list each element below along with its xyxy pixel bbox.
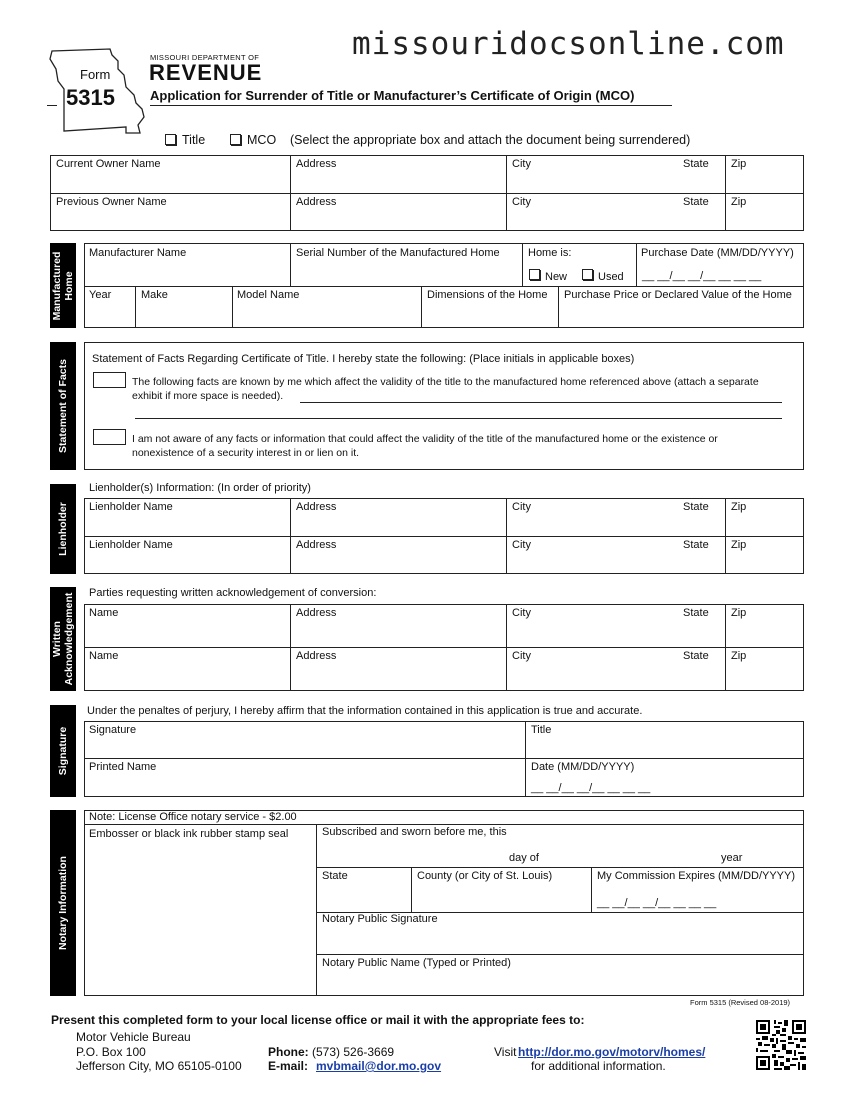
sig-col-divider <box>525 721 526 797</box>
notary-name-label: Notary Public Name (Typed or Printed) <box>322 957 511 969</box>
fact2-initials-box[interactable] <box>93 429 126 445</box>
notary-name-field[interactable] <box>322 975 798 990</box>
notary-row-divider <box>316 954 804 955</box>
statement-of-facts-tab-label: Statement of Facts <box>57 359 69 453</box>
ack1-zip-field[interactable] <box>731 627 799 642</box>
mailing-address-line3: Jefferson City, MO 65105-0100 <box>76 1059 242 1073</box>
lien-col-divider <box>290 498 291 574</box>
lienholder2-state-field[interactable] <box>683 556 721 571</box>
notary-signature-field[interactable] <box>322 932 798 947</box>
lienholder2-state-label: State <box>683 539 709 551</box>
lienholder2-city-field[interactable] <box>512 556 672 571</box>
ack2-zip-label: Zip <box>731 650 747 662</box>
mh-col-divider <box>558 286 559 328</box>
form-word: Form <box>80 67 111 82</box>
lienholder2-zip-label: Zip <box>731 539 747 551</box>
notary-state-field[interactable] <box>322 892 406 907</box>
signature-date-label: Date (MM/DD/YYYY) <box>531 761 635 773</box>
lienholder1-city-label: City <box>512 501 531 513</box>
notary-day-field[interactable] <box>322 850 502 865</box>
manufacturer-name-field[interactable] <box>89 266 285 281</box>
notary-fee-note: Note: License Office notary service - $2.00 <box>89 811 297 823</box>
form-number-dash <box>47 105 57 106</box>
ack-col-divider <box>290 604 291 691</box>
lienholder2-zip-field[interactable] <box>731 556 799 571</box>
purchase-price-field[interactable] <box>564 308 798 323</box>
mco-checkbox-label: MCO <box>247 133 277 147</box>
model-name-field[interactable] <box>237 308 415 323</box>
current-owner-name-field[interactable] <box>56 175 284 190</box>
fact2-text-line2: nonexistence of a security interest in or lien on it. <box>132 447 360 459</box>
ack2-name-label: Name <box>89 650 119 662</box>
lienholder1-zip-label: Zip <box>731 501 747 513</box>
current-owner-zip-label: Zip <box>731 158 747 170</box>
home-is-label: Home is: <box>528 247 572 259</box>
mh-col-divider <box>232 286 233 328</box>
lien-row-divider <box>84 536 804 537</box>
ack2-address-field[interactable] <box>296 670 500 685</box>
printed-name-field[interactable] <box>89 778 519 793</box>
current-owner-city-label: City <box>512 158 531 170</box>
purchase-price-label: Purchase Price or Declared Value of the Home <box>564 289 792 301</box>
phone-label: Phone: <box>268 1045 309 1059</box>
form-title: Application for Surrender of Title or Manufacturer’s Certificate of Origin (MCO) <box>150 88 635 103</box>
written-acknowledgement-tab <box>50 587 76 691</box>
mco-checkbox[interactable] <box>230 134 241 145</box>
notary-information-tab-label: Notary Information <box>57 856 69 950</box>
mh-col-divider <box>522 243 523 286</box>
notary-month-field[interactable] <box>548 850 714 865</box>
commission-expires-label: My Commission Expires (MM/DD/YYYY) <box>597 870 796 882</box>
previous-owner-name-label: Previous Owner Name <box>56 196 167 208</box>
previous-owner-zip-label: Zip <box>731 196 747 208</box>
ack2-zip-field[interactable] <box>731 670 799 685</box>
fact2-text-line1: I am not aware of any facts or information that could affect the validity of the title of the manufactured home or the existence or <box>132 433 718 445</box>
lienholder1-state-field[interactable] <box>683 518 721 533</box>
lienholder1-address-label: Address <box>296 501 337 513</box>
present-instructions: Present this completed form to your local license office or mail it with the appropriate fees to: <box>51 1013 585 1027</box>
owners-col-divider <box>290 155 291 231</box>
lienholder2-address-label: Address <box>296 539 337 551</box>
website-link[interactable]: http://dor.mo.gov/motorv/homes/ <box>518 1045 706 1059</box>
email-label: E-mail: <box>268 1059 309 1073</box>
current-owner-state-label: State <box>683 158 709 170</box>
signature-tab <box>50 705 76 797</box>
previous-owner-zip-field[interactable] <box>731 213 799 228</box>
ack1-state-label: State <box>683 607 709 619</box>
signature-label: Signature <box>89 724 137 736</box>
previous-owner-city-label: City <box>512 196 531 208</box>
current-owner-state-field[interactable] <box>683 175 721 190</box>
additional-info-text: for additional information. <box>531 1059 666 1073</box>
fact1-text-line1: The following facts are known by me which affect the validity of the title to the manufactured home referenced above (attach a separate <box>132 376 759 388</box>
home-new-checkbox[interactable] <box>529 269 540 280</box>
lienholder1-state-label: State <box>683 501 709 513</box>
ack1-name-field[interactable] <box>89 627 285 642</box>
manufactured-home-tab-label: Manufactured Home <box>51 251 75 320</box>
previous-owner-address-field[interactable] <box>296 213 500 228</box>
subscribed-sworn-label: Subscribed and sworn before me, this <box>322 826 507 838</box>
previous-owner-state-label: State <box>683 196 709 208</box>
notary-information-tab <box>50 810 76 996</box>
notary-col-divider <box>411 867 412 912</box>
lienholder-heading: Lienholder(s) Information: (In order of priority) <box>89 482 311 494</box>
fact1-initials-box[interactable] <box>93 372 126 388</box>
notary-state-label: State <box>322 870 348 882</box>
lienholder1-zip-field[interactable] <box>731 518 799 533</box>
title-underline <box>150 105 672 106</box>
signer-title-field[interactable] <box>531 740 799 755</box>
mh-col-divider <box>135 286 136 328</box>
current-owner-address-field[interactable] <box>296 175 500 190</box>
notary-county-label: County (or City of St. Louis) <box>417 870 553 882</box>
watermark-text: missouridocsonline.com <box>352 26 785 62</box>
serial-number-label: Serial Number of the Manufactured Home <box>296 247 500 259</box>
lienholder1-city-field[interactable] <box>512 518 672 533</box>
signature-field[interactable] <box>89 740 519 755</box>
title-checkbox[interactable] <box>165 134 176 145</box>
mh-row-divider <box>84 286 804 287</box>
ack1-address-label: Address <box>296 607 337 619</box>
make-field[interactable] <box>141 308 227 323</box>
year-field[interactable] <box>89 308 131 323</box>
owners-row-divider <box>50 193 804 194</box>
owners-col-divider <box>506 155 507 231</box>
year-label: Year <box>89 289 112 301</box>
lienholder2-name-field[interactable] <box>89 556 285 571</box>
notary-row-divider <box>316 867 804 868</box>
sig-row-divider <box>84 758 804 759</box>
owners-col-divider <box>725 155 726 231</box>
mailing-address-line2: P.O. Box 100 <box>76 1045 146 1059</box>
ack1-zip-label: Zip <box>731 607 747 619</box>
visit-label: Visit <box>494 1045 517 1059</box>
ack1-city-field[interactable] <box>512 627 672 642</box>
current-owner-zip-field[interactable] <box>731 175 799 190</box>
current-owner-city-field[interactable] <box>512 175 672 190</box>
purchase-date-blank[interactable]: __ __/__ __/__ __ __ __ <box>642 270 762 282</box>
written-acknowledgement-tab-label: Written Acknowledgement <box>51 592 75 686</box>
signature-tab-label: Signature <box>57 726 69 776</box>
notary-signature-label: Notary Public Signature <box>322 913 438 925</box>
notary-year-label: year <box>721 852 743 864</box>
home-new-label: New <box>545 271 568 283</box>
phone-number: (573) 526-3669 <box>312 1045 395 1059</box>
ack2-city-field[interactable] <box>512 670 672 685</box>
form-number: 5315 <box>66 85 115 110</box>
mailing-address-line1: Motor Vehicle Bureau <box>76 1030 191 1044</box>
home-used-label: Used <box>598 271 624 283</box>
mh-col-divider <box>421 286 422 328</box>
email-link[interactable]: mvbmail@dor.mo.gov <box>316 1059 442 1073</box>
day-of-label: day of <box>509 852 539 864</box>
notary-seal-label: Embosser or black ink rubber stamp seal <box>89 828 289 840</box>
mh-col-divider <box>290 243 291 286</box>
perjury-affirmation: Under the penaltes of perjury, I hereby affirm that the information contained in this application is true and accurate. <box>87 705 643 717</box>
notary-note-divider <box>84 824 804 825</box>
lienholder1-name-label: Lienholder Name <box>89 501 173 513</box>
ack2-city-label: City <box>512 650 531 662</box>
printed-name-label: Printed Name <box>89 761 157 773</box>
ack2-state-field[interactable] <box>683 670 721 685</box>
lienholder2-name-label: Lienholder Name <box>89 539 173 551</box>
home-used-checkbox[interactable] <box>582 269 593 280</box>
purchase-date-label: Purchase Date (MM/DD/YYYY) <box>641 247 794 259</box>
fact1-text-line2: exhibit if more space is needed). <box>132 390 284 402</box>
lien-col-divider <box>725 498 726 574</box>
lienholder1-name-field[interactable] <box>89 518 285 533</box>
ack1-name-label: Name <box>89 607 119 619</box>
lien-col-divider <box>506 498 507 574</box>
acknowledgement-heading: Parties requesting written acknowledgement of conversion: <box>89 587 377 599</box>
ack1-city-label: City <box>512 607 531 619</box>
ack-col-divider <box>506 604 507 691</box>
form-revision: Form 5315 (Revised 08-2019) <box>690 998 791 1007</box>
dimensions-label: Dimensions of the Home <box>427 289 548 301</box>
lienholder2-address-field[interactable] <box>296 556 500 571</box>
serial-number-field[interactable] <box>296 266 516 281</box>
ack1-address-field[interactable] <box>296 627 500 642</box>
revenue-logo-text: REVENUE <box>149 60 263 85</box>
lienholder-tab <box>50 484 76 574</box>
qr-code-icon[interactable] <box>756 1020 806 1070</box>
ack-col-divider <box>725 604 726 691</box>
selection-instruction: (Select the appropriate box and attach the document being surrendered) <box>290 133 691 147</box>
fact1-writing-line-2[interactable] <box>135 418 782 419</box>
ack2-name-field[interactable] <box>89 670 285 685</box>
fact1-writing-line[interactable] <box>300 402 782 403</box>
ack2-address-label: Address <box>296 650 337 662</box>
current-owner-address-label: Address <box>296 158 337 170</box>
model-name-label: Model Name <box>237 289 300 301</box>
manufacturer-name-label: Manufacturer Name <box>89 247 187 259</box>
current-owner-name-label: Current Owner Name <box>56 158 161 170</box>
previous-owner-city-field[interactable] <box>512 213 672 228</box>
commission-expires-blank[interactable]: __ __/__ __/__ __ __ __ <box>597 897 717 909</box>
notary-col-divider <box>591 867 592 912</box>
notary-county-field[interactable] <box>417 892 585 907</box>
dimensions-field[interactable] <box>427 308 553 323</box>
lienholder1-address-field[interactable] <box>296 518 500 533</box>
ack-row-divider <box>84 647 804 648</box>
statement-of-facts-tab <box>50 342 76 470</box>
title-checkbox-label: Title <box>182 133 206 147</box>
previous-owner-address-label: Address <box>296 196 337 208</box>
statement-heading: Statement of Facts Regarding Certificate of Title. I hereby state the following: (Place initials in applicable boxes) <box>92 353 635 365</box>
dept-line: MISSOURI DEPARTMENT OF <box>150 53 260 62</box>
ack2-state-label: State <box>683 650 709 662</box>
signer-title-label: Title <box>531 724 552 736</box>
previous-owner-state-field[interactable] <box>683 213 721 228</box>
previous-owner-name-field[interactable] <box>56 213 284 228</box>
signature-date-blank[interactable]: __ __/__ __/__ __ __ __ <box>531 782 651 794</box>
make-label: Make <box>141 289 168 301</box>
ack1-state-field[interactable] <box>683 627 721 642</box>
manufactured-home-tab <box>50 243 76 328</box>
mh-col-divider <box>636 243 637 286</box>
notary-seal-divider <box>316 824 317 996</box>
lienholder2-city-label: City <box>512 539 531 551</box>
lienholder-tab-label: Lienholder <box>57 502 69 556</box>
